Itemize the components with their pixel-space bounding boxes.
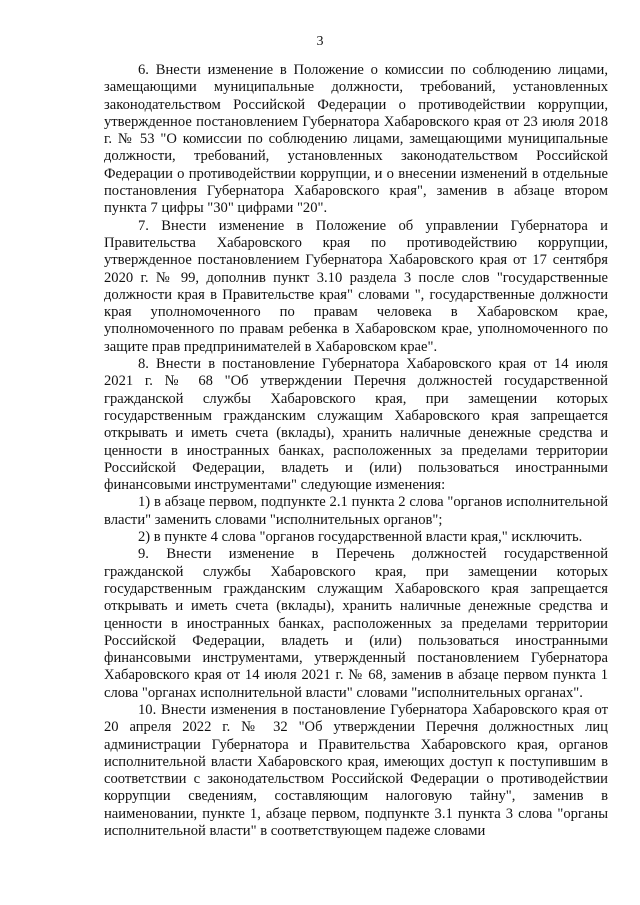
paragraph-subitem-8-1: 1) в абзаце первом, подпункте 2.1 пункта 2 слова "органов исполнительной власти" заменить словами "исполнительных органов"; — [104, 494, 608, 528]
page-number: 3 — [316, 34, 324, 49]
paragraph-item-6: 6. Внести изменение в Положение о комиссии по соблюдению лицами, замещающими муниципальные должности, требований, установленных законодательством Российской Федерации о противодействии коррупции, утвержденное постановлением Губернатора Хабаровского края от 23 июля 2018 г. № 53 "О комиссии по соблюдению лицами, замещающими муниципальные должности, требований, установленных законодательством Российской Федерации о противодействии коррупции, и о внесении изменений в отдельные постановления Губернатора Хабаровского края", заменив в абзаце втором пункта 7 цифры "30" цифрами "20". — [104, 62, 608, 217]
paragraph-item-7: 7. Внести изменение в Положение об управлении Губернатора и Правительства Хабаровского края по противодействию коррупции, утвержденное постановлением Губернатора Хабаровского края от 17 сентября 2020 г. № 99, дополнив пункт 3.10 раздела 3 после слов "государственные должности края в Правительстве края" словами ", государственные должности края уполномоченного по правам человека в Хабаровском крае, уполномоченного по правам ребенка в Хабаровском крае, уполномоченного по защите прав предпринимателей в Хабаровском крае". — [104, 217, 608, 355]
paragraph-subitem-8-2: 2) в пункте 4 слова "органов государственной власти края," исключить. — [138, 529, 583, 546]
paragraph-item-8: 8. Внести в постановление Губернатора Хабаровского края от 14 июля 2021 г. № 68 "Об утверждении Перечня должностей государственной гражданской службы Хабаровского края, при замещении которых государственным гражданским служащим Хабаровского края запрещается открывать и иметь счета (вклады), хранить наличные денежные средства и ценности в иностранных банках, расположенных за пределами территории Российской Федерации, владеть и (или) пользоваться иностранными финансовыми инструментами" следующие изменения: — [104, 356, 608, 494]
paragraph-item-10: 10. Внести изменения в постановление Губернатора Хабаровского края от 20 апреля 2022 г. № 32 "Об утверждении Перечня должностных лиц администрации Губернатора и Правительства Хабаровского края, органов исполнительной власти Хабаровского края, имеющих доступ к поступившим в соответствии с законодательством Российской Федерации о противодействии коррупции сведениям, составляющим налоговую тайну", заменив в наименовании, пункте 1, абзаце первом, подпункте 3.1 пункта 3 слова "органы исполнительной власти" в соответствующем падеже словами — [104, 701, 608, 840]
document-body — [104, 62, 608, 840]
paragraph-item-9: 9. Внести изменение в Перечень должностей государственной гражданской службы Хабаровского края, при замещении которых государственным гражданским служащим Хабаровского края запрещается открывать и иметь счета (вклады), хранить наличные денежные средства и ценности в иностранных банках, расположенных за пределами территории Российской Федерации, владеть и (или) пользоваться иностранными финансовыми инструментами, утвержденный постановлением Губернатора Хабаровского края от 14 июля 2021 г. № 68, заменив в абзаце первом пункта 1 слова "органах исполнительной власти" словами "исполнительных органах". — [104, 546, 608, 701]
